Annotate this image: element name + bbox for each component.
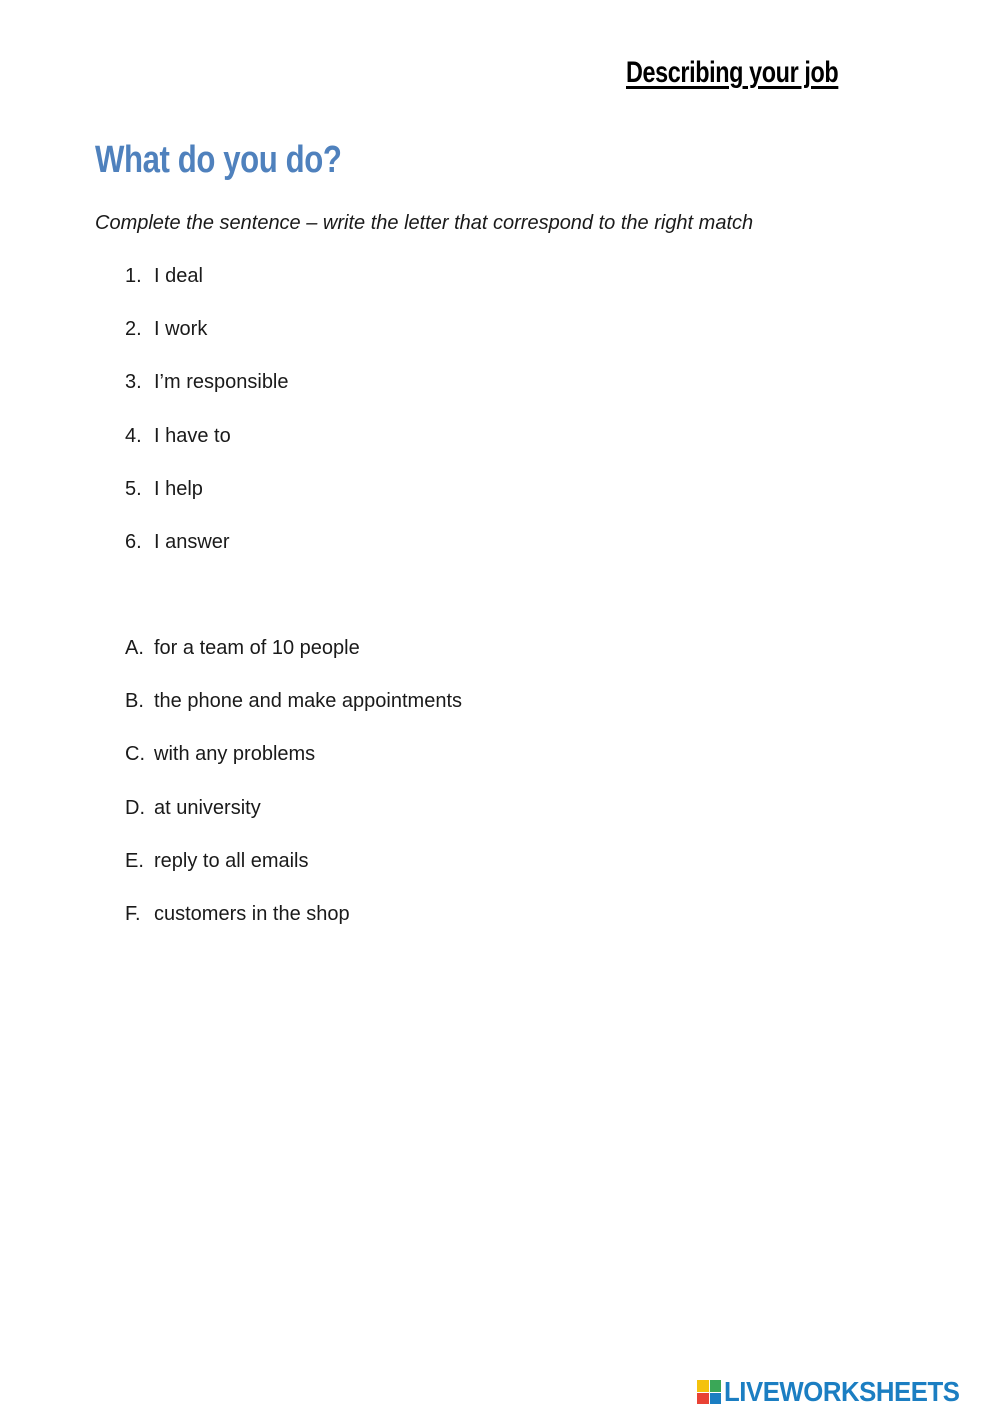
list-item (125, 424, 289, 477)
list-item-text: at university (154, 796, 261, 819)
logo-tile (710, 1393, 722, 1405)
list-marker: 6. (125, 530, 142, 553)
liveworksheets-logo-icon (697, 1380, 721, 1404)
list-item (125, 796, 462, 849)
list-marker: 2. (125, 318, 142, 341)
list-marker: F. (125, 902, 141, 925)
section-heading: What do you do? (95, 139, 342, 181)
list-item-text: for a team of 10 people (154, 637, 360, 659)
list-item (125, 530, 289, 583)
list-item (125, 742, 462, 795)
list-item (125, 317, 289, 370)
list-marker: 5. (125, 477, 142, 500)
logo-tile (697, 1380, 709, 1392)
list-marker: E. (125, 849, 144, 872)
list-item-text: I work (154, 318, 208, 341)
instruction-text: Complete the sentence – write the letter that correspond to the right match (95, 212, 754, 234)
logo-tile (697, 1393, 709, 1405)
list-item (125, 264, 289, 317)
list-marker: 1. (125, 265, 142, 287)
list-item-text: customers in the shop (154, 902, 350, 925)
list-item (125, 689, 462, 742)
list-marker: B. (125, 690, 144, 713)
list-item-text: I help (154, 477, 203, 500)
list-marker: C. (125, 743, 145, 766)
list-marker: D. (125, 796, 145, 819)
list-item-text: reply to all emails (154, 849, 309, 872)
sentence-endings-list (125, 636, 462, 955)
list-item-text: I’m responsible (154, 371, 289, 394)
liveworksheets-logo (697, 1376, 980, 1408)
list-item (125, 636, 462, 689)
list-item-text: the phone and make appointments (154, 690, 462, 713)
list-marker: 3. (125, 371, 142, 394)
document-title: Describing your job (626, 56, 839, 89)
list-item (125, 370, 289, 423)
list-item-text: with any problems (154, 743, 316, 766)
list-item (125, 849, 462, 902)
logo-tile (710, 1380, 722, 1392)
list-item-text: I have to (154, 424, 231, 447)
sentence-starts-list (125, 264, 289, 583)
logo-text: LIVEWORKSHEETS (724, 1376, 960, 1407)
list-item (125, 902, 462, 955)
list-item-text: I answer (154, 530, 230, 553)
list-marker: 4. (125, 424, 142, 447)
list-item-text: I deal (154, 265, 203, 287)
list-item (125, 477, 289, 530)
list-marker: A. (125, 637, 144, 659)
